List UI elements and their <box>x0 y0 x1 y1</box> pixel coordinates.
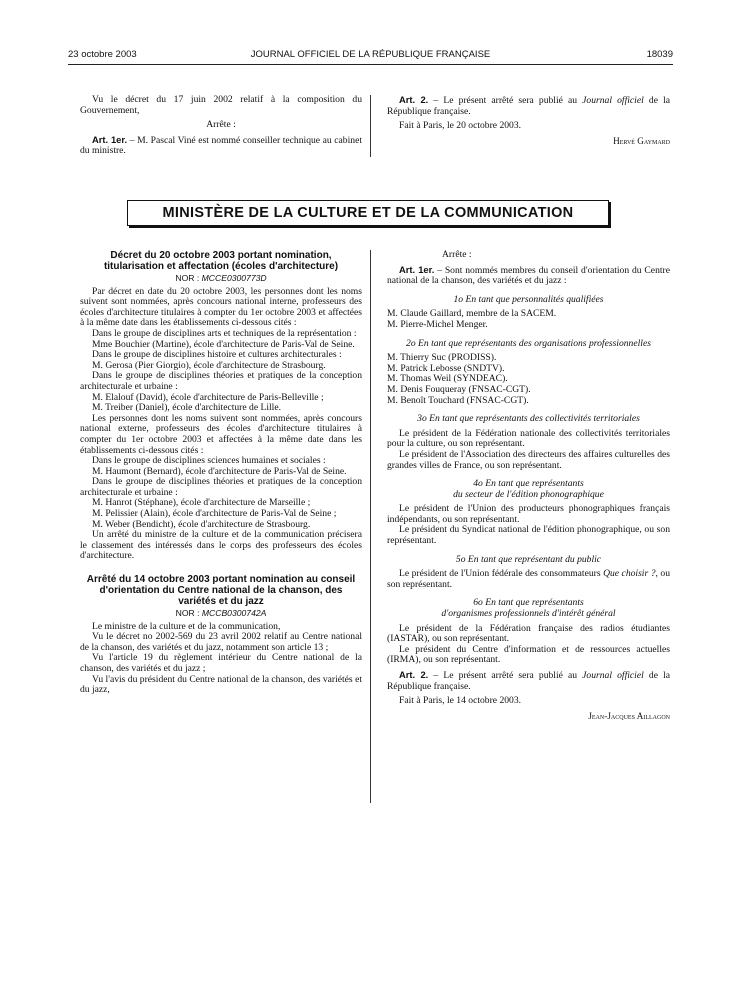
top-right-block <box>387 95 670 146</box>
member-line: M. Thierry Suc (PRODISS). <box>387 352 497 364</box>
arrete-label: Arrête : <box>206 119 236 131</box>
decret-paragraph: Par décret en date du 20 octobre 2003, les personnes dont les noms suivent sont nommées, après concours national interne, professeurs des écoles d'architecture titulaires à compter du 1er octobre 2003 et affectées à la même date dans les établissements ci-dessous cités : <box>80 285 362 329</box>
column-divider-main <box>370 250 371 803</box>
decret-paragraph: M. Weber (Bendicht), école d'architecture de Strasbourg. <box>92 518 311 530</box>
member-line: Le président de l'Union des producteurs phonographiques français indépendants, ou son représentant. <box>387 503 670 525</box>
arrete14-label: Arrête : <box>442 249 472 260</box>
member-line: Le président de la Fédération nationale des collectivités territoriales pour la culture, ou son représentant. <box>387 427 670 450</box>
arrete-paragraph: Vu l'avis du président du Centre national de la chanson, des variétés et du jazz, <box>80 673 362 696</box>
section-heading <box>387 295 670 306</box>
section-heading-line: du secteur de l'édition phonographique <box>453 488 604 500</box>
running-header <box>68 49 673 63</box>
decret-paragraph: M. Haumont (Bernard), école d'architecture de Paris-Val de Seine. <box>92 465 347 477</box>
section-heading-line: d'organismes professionnels d'intérêt général <box>441 608 616 620</box>
left-column <box>80 250 362 696</box>
member-line: M. Thomas Weil (SYNDEAC). <box>387 373 508 385</box>
member-line: M. Pierre-Michel Menger. <box>387 318 488 330</box>
decret-paragraph: Un arrêté du ministre de la culture et de la communication précisera le classement des intéressés dans le corps des professeurs des écoles d'architecture. <box>80 529 362 562</box>
decret-paragraph: M. Pelissier (Alain), école d'architecture de Paris-Val de Seine ; <box>92 508 337 520</box>
section-heading-line: 1o En tant que personnalités qualifiées <box>453 293 604 305</box>
decret-paragraph: M. Elalouf (David), école d'architecture de Paris-Belleville ; <box>92 391 324 403</box>
public-text: Le président de l'Union fédérale des consommateurs <box>399 568 604 580</box>
member-line: M. Benoît Touchard (FNSAC-CGT). <box>387 394 529 406</box>
journal-title: JOURNAL OFFICIEL DE LA RÉPUBLIQUE FRANÇAISE <box>250 49 491 60</box>
decret-paragraph: Dans le groupe de disciplines sciences humaines et sociales : <box>92 455 326 467</box>
decret-paragraph: M. Hanrot (Stéphane), école d'architecture de Marseille ; <box>92 497 311 509</box>
column-divider-top <box>370 95 371 157</box>
article-2: Art. 2. – Le présent arrêté sera publié au Journal officiel de la République française. <box>387 94 670 117</box>
arrete14-signature: Jean-Jacques Aillagon <box>588 710 670 721</box>
que-choisir: Que choisir ? <box>603 568 656 580</box>
decret-paragraph: Dans le groupe de disciplines théories et pratiques de la conception architecturale et urbaine : <box>80 476 362 498</box>
section-heading-line: 3o En tant que représentants des collectivités territoriales <box>417 413 640 425</box>
member-line: Le président du Syndicat national de l'édition phonographique, ou son représentant. <box>387 524 670 547</box>
section-heading <box>387 339 670 350</box>
arrete-paragraph: Le ministre de la culture et de la communication, <box>92 620 281 632</box>
page-number: 18039 <box>646 49 673 60</box>
ministry-banner: MINISTÈRE DE LA CULTURE ET DE LA COMMUNICATION <box>127 200 609 226</box>
member-line <box>387 569 670 590</box>
arrete-paragraph: Vu le décret no 2002-569 du 23 avril 2002 relatif au Centre national de la chanson, des variétés et du jazz, notamment son article 13 ; <box>80 631 362 653</box>
member-line: M. Patrick Lebosse (SNDTV). <box>387 362 505 374</box>
section-heading-line: 2o En tant que représentants des organisations professionnelles <box>406 337 651 349</box>
decret-paragraph: Dans le groupe de disciplines arts et techniques de la représentation : <box>92 327 357 339</box>
section-heading <box>387 598 670 619</box>
member-line: Le président du Centre d'information et de ressources actuelles (IRMA), ou son représentant. <box>387 643 670 666</box>
vu-decret: Vu le décret du 17 juin 2002 relatif à la composition du Gouvernement, <box>80 94 362 116</box>
decret-paragraph: M. Treiber (Daniel), école d'architecture de Lille. <box>92 402 281 414</box>
right-column <box>387 250 670 721</box>
section-heading-line: 5o En tant que représentant du public <box>455 553 602 565</box>
decret-paragraph: Dans le groupe de disciplines histoire et cultures architecturales : <box>92 349 342 361</box>
arrete-nor: NOR : MCCB0300742A <box>175 608 267 619</box>
decret-paragraph: Dans le groupe de disciplines théories et pratiques de la conception architecturale et urbaine : <box>80 370 362 392</box>
decret-paragraph: M. Gerosa (Pier Giorgio), école d'architecture de Strasbourg. <box>92 359 326 371</box>
member-line: M. Claude Gaillard, membre de la SACEM. <box>387 308 557 320</box>
issue-date: 23 octobre 2003 <box>68 49 137 60</box>
signature: Hervé Gaymard <box>613 135 670 146</box>
member-line: Le président de la Fédération française des radios étudiantes (IASTAR), ou son représentant. <box>387 622 670 645</box>
arrete-body <box>80 622 362 696</box>
section-heading <box>387 479 670 500</box>
decret-body <box>80 287 362 562</box>
arrete-paragraph: Vu l'article 19 du règlement intérieur du Centre national de la chanson, des variétés et du jazz ; <box>80 652 362 674</box>
section-heading <box>387 555 670 566</box>
header-rule <box>68 64 673 65</box>
decret-paragraph: Mme Bouchier (Martine), école d'architecture de Paris-Val de Seine. <box>92 338 355 350</box>
section-heading <box>387 414 670 425</box>
fait-a-paris: Fait à Paris, le 20 octobre 2003. <box>399 120 522 132</box>
decret-paragraph: Les personnes dont les noms suivent sont nommées, après concours national externe, professeurs des écoles d'architecture titulaires à compter du 1er octobre 2003 et affectées à la même date dans les établissements ci-dessous cités : <box>80 412 362 456</box>
decret-nor: NOR : MCCE0300773D <box>175 273 267 283</box>
member-line: Le président de l'Association des directeurs des affaires culturelles des grandes villes de France, ou son représentant. <box>387 448 670 471</box>
member-sections <box>387 295 670 666</box>
arrete-title: Arrêté du 14 octobre 2003 portant nomination au conseil d'orientation du Centre national de la chanson, des variétés et du jazz <box>86 574 356 608</box>
decret-title: Décret du 20 octobre 2003 portant nomination, titularisation et affectation (écoles d'architecture) <box>103 250 339 272</box>
section-heading-line: 4o En tant que représentants <box>473 478 584 490</box>
public-text: , ou son représentant. <box>387 568 670 590</box>
arrete14-article-2: Art. 2. – Le présent arrêté sera publié au Journal officiel de la République française. <box>387 669 670 692</box>
arrete14-article-1: Art. 1er. – Sont nommés membres du conseil d'orientation du Centre national de la chanson, des variétés et du jazz : <box>387 263 670 287</box>
top-left-block <box>80 95 362 157</box>
arrete14-fait: Fait à Paris, le 14 octobre 2003. <box>399 695 522 707</box>
section-heading-line: 6o En tant que représentants <box>473 597 584 609</box>
member-line: M. Denis Fouqueray (FNSAC-CGT). <box>387 383 531 395</box>
article-1: Art. 1er. – M. Pascal Viné est nommé conseiller technique au cabinet du ministre. <box>80 133 362 157</box>
